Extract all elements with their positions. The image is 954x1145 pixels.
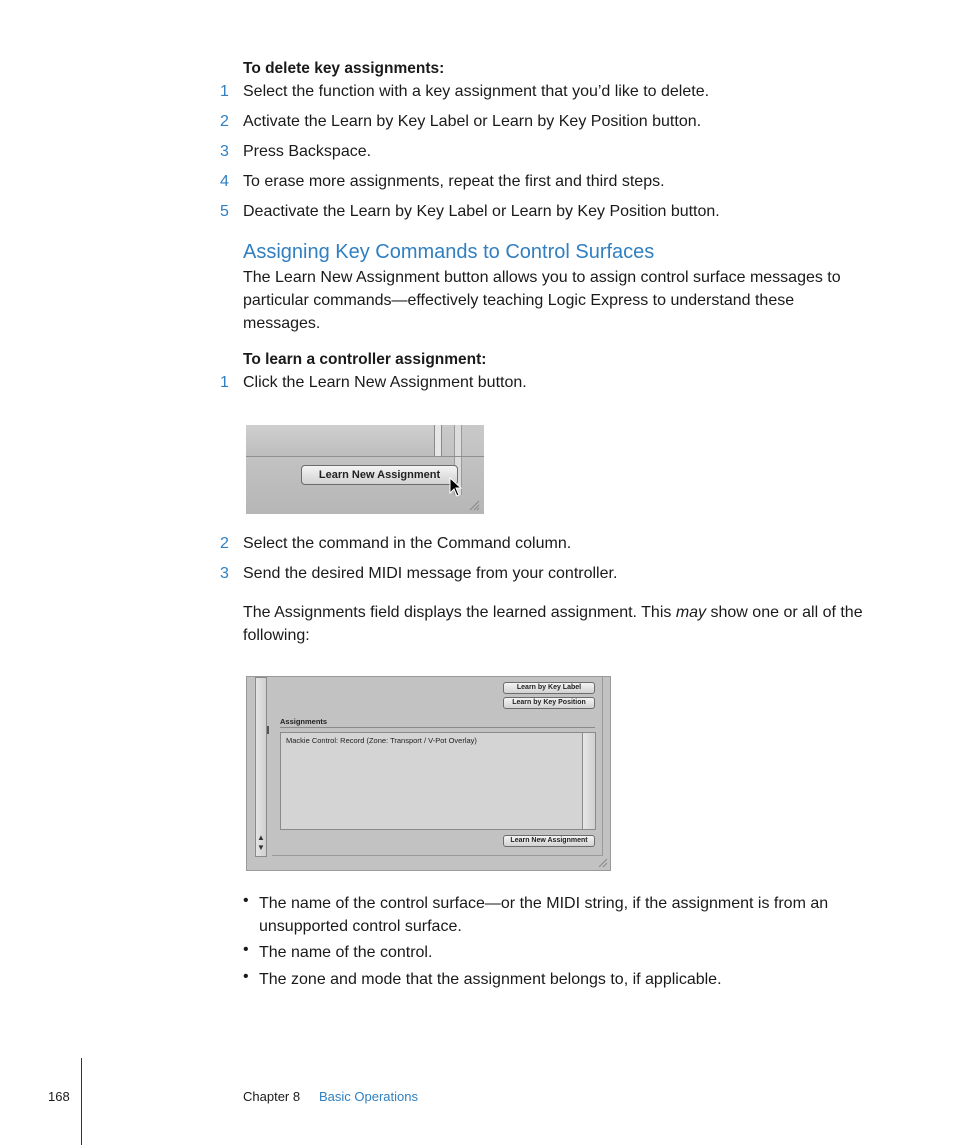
step-number: 3 (220, 565, 229, 582)
learn-by-key-label-button[interactable]: Learn by Key Label (503, 682, 595, 694)
emphasis-text: may (675, 604, 707, 621)
step-text: Activate the Learn by Key Label or Learn by Key Position button. (243, 113, 702, 130)
resize-grip-icon (468, 499, 480, 511)
mouse-pointer-icon (449, 477, 463, 497)
divider (280, 727, 595, 728)
step-text: To erase more assignments, repeat the first and third steps. (243, 173, 665, 190)
list-area (246, 425, 434, 456)
chapter-label: Chapter 8 (243, 1089, 301, 1104)
splitter-handle[interactable] (267, 726, 269, 734)
learn-new-assignment-button[interactable]: Learn New Assignment (503, 835, 595, 847)
step-number: 2 (220, 535, 229, 552)
chapter-title: Basic Operations (319, 1089, 418, 1104)
learn-button-screenshot (246, 425, 484, 514)
step-text: Select the command in the Command column. (243, 535, 572, 552)
step-text: Press Backspace. (243, 143, 372, 160)
bullet-item: The name of the control surface—or the MIDI string, if the assignment is from an unsupported control surface. (259, 895, 829, 935)
intro-paragraph: The Learn New Assignment button allows you to assign control surface messages to particular commands—effectively teaching Logic Express to understand these messages. (243, 269, 841, 332)
step-number: 5 (220, 203, 229, 220)
bullet-item: The zone and mode that the assignment belongs to, if applicable. (259, 971, 722, 988)
assignments-label: Assignments (280, 717, 328, 726)
assignments-screenshot (246, 676, 611, 871)
footer-rule (81, 1058, 82, 1145)
assignments-paragraph (243, 601, 873, 647)
scrollbar (434, 425, 442, 456)
section-title: Assigning Key Commands to Control Surfaces (243, 241, 655, 263)
assignments-field[interactable] (280, 732, 584, 830)
step-text: Select the function with a key assignment that you’d like to delete. (243, 83, 710, 100)
vertical-scrollbar[interactable] (255, 677, 267, 857)
divider (246, 456, 484, 457)
delete-procedure-heading: To delete key assignments: (243, 60, 445, 77)
bullet-icon: • (243, 892, 249, 909)
learn-procedure-heading: To learn a controller assignment: (243, 351, 487, 368)
scroll-up-icon[interactable]: ▲ (257, 833, 265, 842)
scroll-down-icon[interactable]: ▼ (257, 843, 265, 852)
bullet-item: The name of the control. (259, 944, 433, 961)
step-text: Click the Learn New Assignment button. (243, 374, 527, 391)
bullet-icon: • (243, 941, 249, 958)
learn-new-assignment-button[interactable]: Learn New Assignment (301, 465, 458, 485)
paragraph-text: show one or all of the following: (243, 604, 863, 644)
page-number: 168 (48, 1089, 70, 1104)
field-scrollbar[interactable] (582, 732, 596, 830)
paragraph-text: The Assignments field displays the learned assignment. This (243, 604, 676, 621)
learn-by-key-position-button[interactable]: Learn by Key Position (503, 697, 595, 709)
step-text: Deactivate the Learn by Key Label or Learn by Key Position button. (243, 203, 720, 220)
step-number: 4 (220, 173, 229, 190)
step-number: 1 (220, 83, 229, 100)
bullet-icon: • (243, 968, 249, 985)
step-text: Send the desired MIDI message from your controller. (243, 565, 618, 582)
step-number: 3 (220, 143, 229, 160)
step-number: 2 (220, 113, 229, 130)
assignment-value: Mackie Control: Record (Zone: Transport / V-Pot Overlay) (286, 736, 477, 745)
step-number: 1 (220, 374, 229, 391)
resize-grip-icon (598, 858, 608, 868)
